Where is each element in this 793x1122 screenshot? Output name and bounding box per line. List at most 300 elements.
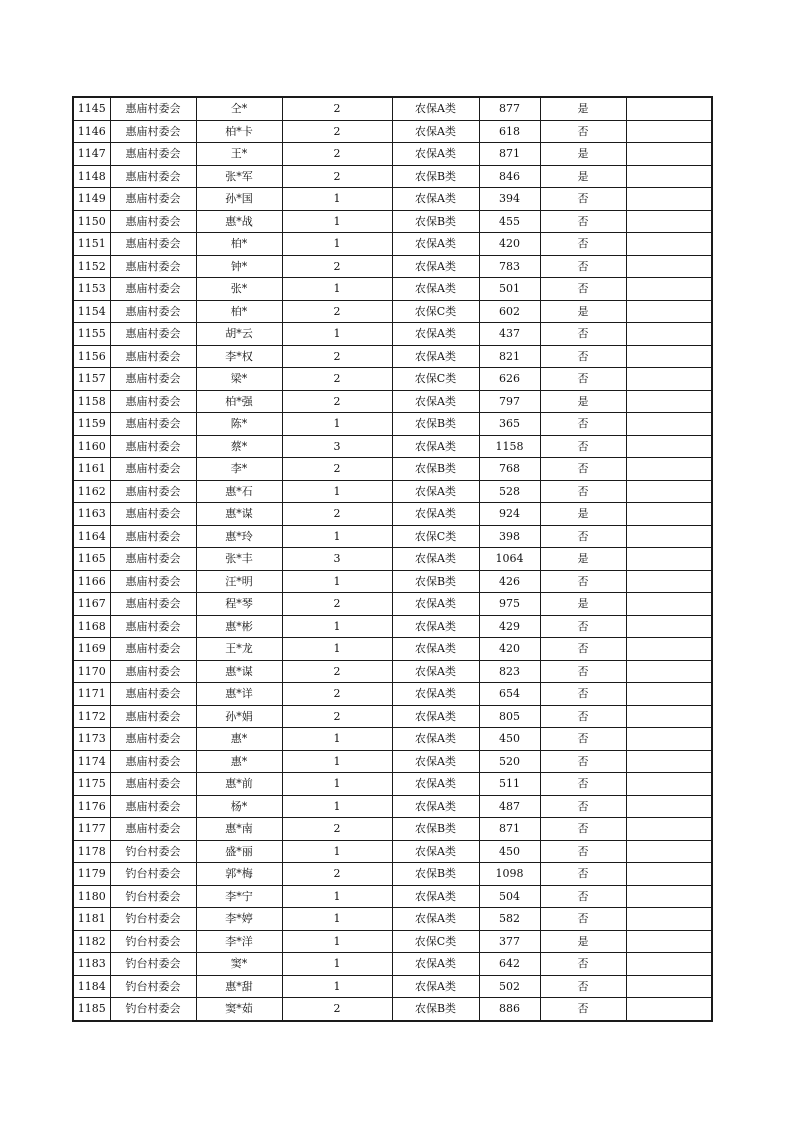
cell-village-committee: 惠庙村委会 [110, 818, 196, 841]
cell-amount: 797 [479, 390, 540, 413]
cell-flag: 是 [540, 143, 626, 166]
cell-remark [626, 278, 712, 301]
cell-village-committee: 钓台村委会 [110, 998, 196, 1021]
cell-remark [626, 773, 712, 796]
cell-person-name: 孙*娟 [196, 705, 282, 728]
cell-insurance-category: 农保B类 [392, 458, 479, 481]
cell-village-committee: 钓台村委会 [110, 908, 196, 931]
cell-row-number: 1180 [73, 885, 110, 908]
cell-household-count: 2 [282, 143, 392, 166]
cell-flag: 否 [540, 120, 626, 143]
cell-row-number: 1149 [73, 188, 110, 211]
cell-household-count: 1 [282, 323, 392, 346]
cell-household-count: 1 [282, 615, 392, 638]
cell-insurance-category: 农保A类 [392, 750, 479, 773]
cell-village-committee: 惠庙村委会 [110, 323, 196, 346]
cell-household-count: 2 [282, 97, 392, 120]
table-row [73, 660, 712, 683]
cell-village-committee: 惠庙村委会 [110, 705, 196, 728]
cell-row-number: 1162 [73, 480, 110, 503]
cell-insurance-category: 农保A类 [392, 233, 479, 256]
cell-insurance-category: 农保B类 [392, 818, 479, 841]
cell-village-committee: 惠庙村委会 [110, 503, 196, 526]
cell-household-count: 2 [282, 818, 392, 841]
cell-household-count: 2 [282, 705, 392, 728]
cell-row-number: 1181 [73, 908, 110, 931]
cell-person-name: 张*丰 [196, 548, 282, 571]
cell-insurance-category: 农保B类 [392, 863, 479, 886]
cell-village-committee: 惠庙村委会 [110, 255, 196, 278]
cell-row-number: 1178 [73, 840, 110, 863]
table-row [73, 930, 712, 953]
cell-insurance-category: 农保A类 [392, 660, 479, 683]
cell-household-count: 2 [282, 503, 392, 526]
cell-household-count: 1 [282, 210, 392, 233]
table-row [73, 435, 712, 458]
cell-person-name: 张* [196, 278, 282, 301]
table-row [73, 593, 712, 616]
cell-person-name: 胡*云 [196, 323, 282, 346]
cell-row-number: 1164 [73, 525, 110, 548]
cell-row-number: 1154 [73, 300, 110, 323]
cell-person-name: 惠*彬 [196, 615, 282, 638]
table-row [73, 885, 712, 908]
cell-flag: 否 [540, 705, 626, 728]
cell-person-name: 惠* [196, 728, 282, 751]
cell-household-count: 2 [282, 683, 392, 706]
cell-household-count: 1 [282, 638, 392, 661]
cell-remark [626, 615, 712, 638]
table-row [73, 525, 712, 548]
cell-insurance-category: 农保A类 [392, 885, 479, 908]
cell-row-number: 1151 [73, 233, 110, 256]
table-row [73, 210, 712, 233]
cell-remark [626, 683, 712, 706]
table-row [73, 143, 712, 166]
cell-remark [626, 750, 712, 773]
cell-insurance-category: 农保C类 [392, 930, 479, 953]
cell-remark [626, 908, 712, 931]
cell-village-committee: 惠庙村委会 [110, 683, 196, 706]
cell-flag: 否 [540, 975, 626, 998]
cell-remark [626, 705, 712, 728]
cell-insurance-category: 农保A类 [392, 638, 479, 661]
cell-person-name: 柏* [196, 233, 282, 256]
cell-remark [626, 233, 712, 256]
cell-remark [626, 863, 712, 886]
cell-person-name: 柏*卡 [196, 120, 282, 143]
cell-household-count: 1 [282, 750, 392, 773]
cell-remark [626, 323, 712, 346]
cell-amount: 975 [479, 593, 540, 616]
cell-insurance-category: 农保A类 [392, 255, 479, 278]
cell-row-number: 1147 [73, 143, 110, 166]
table-row [73, 773, 712, 796]
cell-amount: 450 [479, 840, 540, 863]
cell-person-name: 仝* [196, 97, 282, 120]
cell-remark [626, 570, 712, 593]
cell-person-name: 惠*详 [196, 683, 282, 706]
cell-row-number: 1170 [73, 660, 110, 683]
cell-flag: 否 [540, 998, 626, 1021]
cell-person-name: 惠*南 [196, 818, 282, 841]
cell-person-name: 惠* [196, 750, 282, 773]
table-row [73, 458, 712, 481]
cell-amount: 429 [479, 615, 540, 638]
cell-amount: 602 [479, 300, 540, 323]
cell-amount: 420 [479, 233, 540, 256]
cell-flag: 否 [540, 818, 626, 841]
cell-village-committee: 惠庙村委会 [110, 120, 196, 143]
cell-insurance-category: 农保A类 [392, 683, 479, 706]
cell-person-name: 惠*谋 [196, 503, 282, 526]
cell-row-number: 1145 [73, 97, 110, 120]
table-row [73, 345, 712, 368]
cell-amount: 626 [479, 368, 540, 391]
cell-row-number: 1153 [73, 278, 110, 301]
cell-amount: 846 [479, 165, 540, 188]
cell-person-name: 柏* [196, 300, 282, 323]
cell-person-name: 惠*谋 [196, 660, 282, 683]
cell-flag: 否 [540, 458, 626, 481]
cell-household-count: 1 [282, 908, 392, 931]
table-row [73, 570, 712, 593]
cell-row-number: 1158 [73, 390, 110, 413]
cell-flag: 否 [540, 638, 626, 661]
cell-flag: 否 [540, 323, 626, 346]
table-row [73, 728, 712, 751]
cell-row-number: 1148 [73, 165, 110, 188]
cell-household-count: 1 [282, 930, 392, 953]
cell-row-number: 1173 [73, 728, 110, 751]
cell-flag: 否 [540, 683, 626, 706]
table-row [73, 863, 712, 886]
cell-flag: 否 [540, 750, 626, 773]
cell-village-committee: 惠庙村委会 [110, 593, 196, 616]
cell-flag: 否 [540, 413, 626, 436]
cell-household-count: 1 [282, 480, 392, 503]
cell-row-number: 1146 [73, 120, 110, 143]
cell-insurance-category: 农保B类 [392, 998, 479, 1021]
cell-amount: 450 [479, 728, 540, 751]
cell-household-count: 2 [282, 345, 392, 368]
cell-insurance-category: 农保A类 [392, 503, 479, 526]
cell-person-name: 钟* [196, 255, 282, 278]
cell-village-committee: 惠庙村委会 [110, 660, 196, 683]
cell-person-name: 盛*丽 [196, 840, 282, 863]
cell-household-count: 1 [282, 953, 392, 976]
cell-person-name: 梁* [196, 368, 282, 391]
cell-village-committee: 惠庙村委会 [110, 97, 196, 120]
cell-household-count: 1 [282, 233, 392, 256]
cell-flag: 否 [540, 660, 626, 683]
cell-person-name: 窦*茹 [196, 998, 282, 1021]
table-row [73, 548, 712, 571]
cell-flag: 否 [540, 368, 626, 391]
cell-remark [626, 143, 712, 166]
cell-remark [626, 840, 712, 863]
cell-amount: 437 [479, 323, 540, 346]
cell-person-name: 郭*梅 [196, 863, 282, 886]
cell-row-number: 1184 [73, 975, 110, 998]
cell-remark [626, 413, 712, 436]
table-row [73, 323, 712, 346]
cell-remark [626, 345, 712, 368]
cell-village-committee: 惠庙村委会 [110, 345, 196, 368]
cell-flag: 是 [540, 300, 626, 323]
cell-village-committee: 惠庙村委会 [110, 165, 196, 188]
cell-row-number: 1176 [73, 795, 110, 818]
cell-flag: 是 [540, 97, 626, 120]
cell-village-committee: 惠庙村委会 [110, 278, 196, 301]
cell-remark [626, 818, 712, 841]
cell-remark [626, 638, 712, 661]
cell-village-committee: 惠庙村委会 [110, 188, 196, 211]
cell-amount: 426 [479, 570, 540, 593]
cell-remark [626, 480, 712, 503]
cell-household-count: 1 [282, 413, 392, 436]
cell-amount: 924 [479, 503, 540, 526]
cell-row-number: 1183 [73, 953, 110, 976]
cell-household-count: 1 [282, 570, 392, 593]
data-table [72, 96, 713, 1022]
table-row [73, 818, 712, 841]
cell-amount: 528 [479, 480, 540, 503]
cell-person-name: 王* [196, 143, 282, 166]
cell-flag: 否 [540, 615, 626, 638]
cell-person-name: 程*琴 [196, 593, 282, 616]
cell-household-count: 2 [282, 660, 392, 683]
cell-amount: 520 [479, 750, 540, 773]
cell-amount: 1098 [479, 863, 540, 886]
cell-remark [626, 210, 712, 233]
cell-amount: 504 [479, 885, 540, 908]
cell-person-name: 张*军 [196, 165, 282, 188]
cell-remark [626, 188, 712, 211]
table-row [73, 503, 712, 526]
cell-person-name: 柏*强 [196, 390, 282, 413]
table-row [73, 615, 712, 638]
cell-village-committee: 惠庙村委会 [110, 210, 196, 233]
cell-person-name: 孙*国 [196, 188, 282, 211]
cell-household-count: 1 [282, 728, 392, 751]
cell-household-count: 2 [282, 120, 392, 143]
cell-remark [626, 885, 712, 908]
table-row [73, 705, 712, 728]
cell-household-count: 2 [282, 368, 392, 391]
cell-row-number: 1159 [73, 413, 110, 436]
cell-amount: 871 [479, 143, 540, 166]
cell-row-number: 1166 [73, 570, 110, 593]
cell-amount: 487 [479, 795, 540, 818]
cell-person-name: 汪*明 [196, 570, 282, 593]
cell-insurance-category: 农保A类 [392, 278, 479, 301]
cell-amount: 805 [479, 705, 540, 728]
cell-village-committee: 惠庙村委会 [110, 413, 196, 436]
cell-person-name: 李*权 [196, 345, 282, 368]
cell-amount: 1064 [479, 548, 540, 571]
cell-amount: 420 [479, 638, 540, 661]
cell-row-number: 1168 [73, 615, 110, 638]
cell-flag: 否 [540, 908, 626, 931]
cell-household-count: 1 [282, 773, 392, 796]
cell-flag: 是 [540, 390, 626, 413]
cell-household-count: 2 [282, 390, 392, 413]
cell-insurance-category: 农保A类 [392, 773, 479, 796]
cell-remark [626, 930, 712, 953]
table-row [73, 840, 712, 863]
cell-insurance-category: 农保B类 [392, 413, 479, 436]
cell-village-committee: 惠庙村委会 [110, 300, 196, 323]
cell-row-number: 1150 [73, 210, 110, 233]
cell-remark [626, 795, 712, 818]
cell-remark [626, 390, 712, 413]
cell-remark [626, 998, 712, 1021]
cell-village-committee: 惠庙村委会 [110, 773, 196, 796]
cell-flag: 否 [540, 953, 626, 976]
cell-amount: 783 [479, 255, 540, 278]
cell-remark [626, 525, 712, 548]
cell-flag: 是 [540, 548, 626, 571]
cell-row-number: 1175 [73, 773, 110, 796]
cell-person-name: 惠*石 [196, 480, 282, 503]
cell-insurance-category: 农保A类 [392, 345, 479, 368]
cell-household-count: 2 [282, 165, 392, 188]
cell-household-count: 1 [282, 525, 392, 548]
cell-flag: 否 [540, 773, 626, 796]
table-row [73, 120, 712, 143]
cell-row-number: 1177 [73, 818, 110, 841]
cell-flag: 否 [540, 188, 626, 211]
cell-remark [626, 165, 712, 188]
cell-amount: 618 [479, 120, 540, 143]
cell-flag: 否 [540, 728, 626, 751]
cell-remark [626, 975, 712, 998]
cell-remark [626, 120, 712, 143]
cell-person-name: 蔡* [196, 435, 282, 458]
cell-row-number: 1169 [73, 638, 110, 661]
cell-amount: 511 [479, 773, 540, 796]
table-row [73, 165, 712, 188]
cell-insurance-category: 农保A类 [392, 953, 479, 976]
cell-insurance-category: 农保A类 [392, 975, 479, 998]
cell-village-committee: 惠庙村委会 [110, 638, 196, 661]
cell-row-number: 1174 [73, 750, 110, 773]
cell-village-committee: 惠庙村委会 [110, 480, 196, 503]
table-row [73, 638, 712, 661]
table-row [73, 300, 712, 323]
cell-amount: 394 [479, 188, 540, 211]
cell-person-name: 窦* [196, 953, 282, 976]
table-row [73, 998, 712, 1021]
cell-remark [626, 97, 712, 120]
cell-insurance-category: 农保A类 [392, 728, 479, 751]
cell-person-name: 李* [196, 458, 282, 481]
cell-row-number: 1182 [73, 930, 110, 953]
cell-person-name: 惠*战 [196, 210, 282, 233]
table-row [73, 278, 712, 301]
cell-village-committee: 钓台村委会 [110, 953, 196, 976]
cell-amount: 877 [479, 97, 540, 120]
cell-flag: 否 [540, 278, 626, 301]
cell-remark [626, 458, 712, 481]
table-row [73, 795, 712, 818]
cell-row-number: 1155 [73, 323, 110, 346]
cell-village-committee: 惠庙村委会 [110, 390, 196, 413]
table-row [73, 390, 712, 413]
cell-person-name: 惠*甜 [196, 975, 282, 998]
cell-village-committee: 惠庙村委会 [110, 570, 196, 593]
cell-flag: 否 [540, 525, 626, 548]
cell-remark [626, 593, 712, 616]
cell-person-name: 惠*前 [196, 773, 282, 796]
cell-insurance-category: 农保A类 [392, 548, 479, 571]
cell-household-count: 1 [282, 795, 392, 818]
cell-remark [626, 728, 712, 751]
cell-flag: 否 [540, 570, 626, 593]
cell-row-number: 1172 [73, 705, 110, 728]
cell-person-name: 陈* [196, 413, 282, 436]
cell-insurance-category: 农保A类 [392, 143, 479, 166]
cell-flag: 是 [540, 165, 626, 188]
cell-village-committee: 惠庙村委会 [110, 795, 196, 818]
cell-person-name: 李*婷 [196, 908, 282, 931]
cell-person-name: 杨* [196, 795, 282, 818]
cell-insurance-category: 农保A类 [392, 435, 479, 458]
cell-insurance-category: 农保B类 [392, 570, 479, 593]
cell-amount: 501 [479, 278, 540, 301]
cell-amount: 654 [479, 683, 540, 706]
cell-village-committee: 惠庙村委会 [110, 615, 196, 638]
cell-person-name: 李*洋 [196, 930, 282, 953]
cell-household-count: 3 [282, 548, 392, 571]
cell-household-count: 1 [282, 885, 392, 908]
cell-amount: 871 [479, 818, 540, 841]
cell-flag: 是 [540, 503, 626, 526]
table-row [73, 368, 712, 391]
table-row [73, 233, 712, 256]
cell-insurance-category: 农保A类 [392, 908, 479, 931]
cell-person-name: 李*宁 [196, 885, 282, 908]
cell-village-committee: 钓台村委会 [110, 840, 196, 863]
cell-row-number: 1167 [73, 593, 110, 616]
table-row [73, 953, 712, 976]
table-row [73, 480, 712, 503]
cell-row-number: 1160 [73, 435, 110, 458]
cell-household-count: 3 [282, 435, 392, 458]
cell-insurance-category: 农保C类 [392, 368, 479, 391]
cell-insurance-category: 农保C类 [392, 525, 479, 548]
cell-village-committee: 钓台村委会 [110, 930, 196, 953]
table-row [73, 683, 712, 706]
cell-remark [626, 548, 712, 571]
cell-person-name: 惠*玲 [196, 525, 282, 548]
cell-remark [626, 503, 712, 526]
cell-flag: 否 [540, 435, 626, 458]
cell-insurance-category: 农保B类 [392, 210, 479, 233]
cell-village-committee: 惠庙村委会 [110, 750, 196, 773]
table-row [73, 908, 712, 931]
cell-household-count: 2 [282, 458, 392, 481]
cell-insurance-category: 农保A类 [392, 188, 479, 211]
cell-insurance-category: 农保A类 [392, 615, 479, 638]
cell-flag: 否 [540, 345, 626, 368]
cell-amount: 502 [479, 975, 540, 998]
cell-household-count: 2 [282, 300, 392, 323]
cell-amount: 768 [479, 458, 540, 481]
table-row [73, 750, 712, 773]
cell-remark [626, 255, 712, 278]
